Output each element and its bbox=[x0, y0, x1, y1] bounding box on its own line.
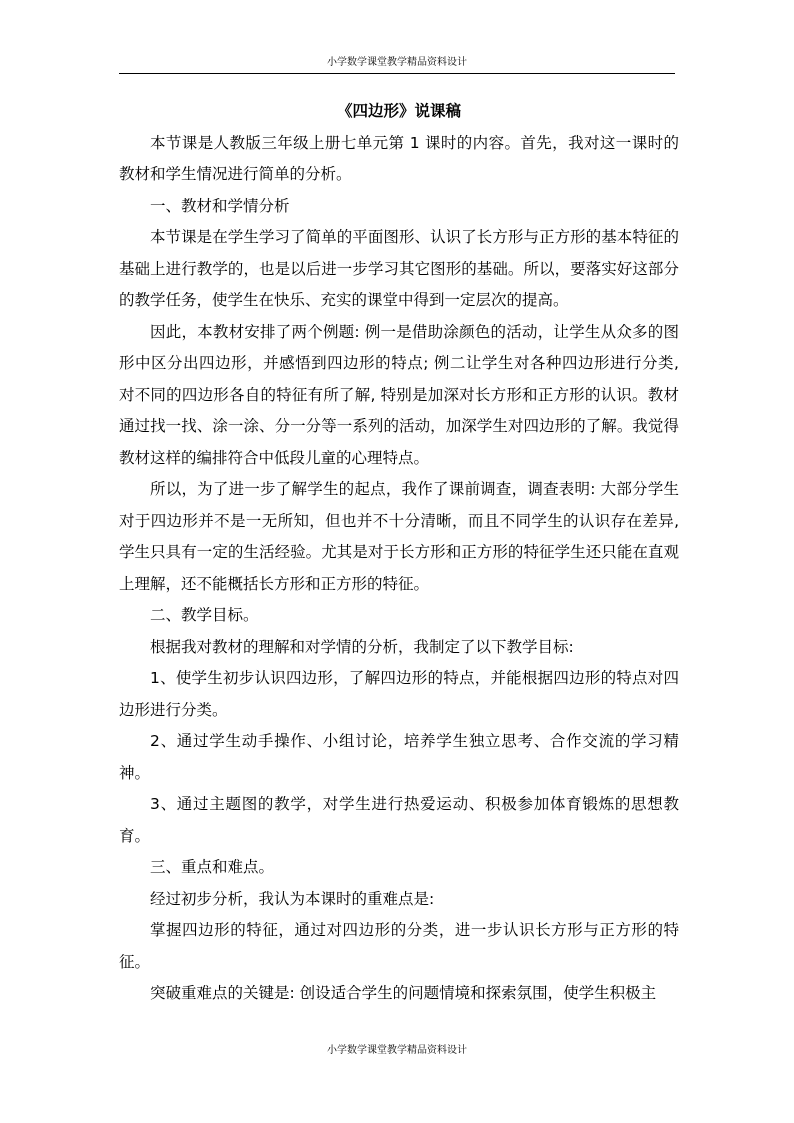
page-footer-text: 小学数学课堂教学精品资料设计 bbox=[327, 1045, 467, 1056]
paragraph-key-points: 掌握四边形的特征，通过对四边形的分类，进一步认识长方形与正方形的特征。 bbox=[119, 921, 679, 971]
goal-item-1: 1、使学生初步认识四边形，了解四边形的特点，并能根据四边形的特点对四边形进行分类。 bbox=[119, 669, 679, 719]
paragraph-survey: 所以，为了进一步了解学生的起点，我作了课前调查，调查表明: 大部分学生对于四边形并不是一无所知，但也并不十分清晰，而且不同学生的认识存在差异, 学生只具有一定的生活经验。尤其是对于长方形和正方形的特征学生还只能在直观上理解，还不能概括长方形和正方形的特征。 bbox=[119, 480, 679, 593]
paragraph-breakthrough: 突破重难点的关键是: 创设适合学生的问题情境和探索氛围，使学生积极主 bbox=[150, 984, 657, 1002]
document-body bbox=[119, 96, 679, 1010]
section-heading-key-points: 三、重点和难点。 bbox=[150, 858, 275, 876]
page-header-text: 小学数学课堂教学精品资料设计 bbox=[327, 57, 467, 68]
goal-item-2: 2、通过学生动手操作、小组讨论，培养学生独立思考、合作交流的学习精神。 bbox=[119, 732, 679, 782]
paragraph-goals-intro: 根据我对教材的理解和对学情的分析，我制定了以下教学目标: bbox=[150, 637, 574, 656]
goal-item-3: 3、通过主题图的教学，对学生进行热爱运动、积极参加体育锻炼的思想教育。 bbox=[119, 795, 679, 845]
document-title: 《四边形》说课稿 bbox=[336, 102, 461, 120]
header-divider bbox=[119, 73, 675, 74]
paragraph-examples: 因此，本教材安排了两个例题: 例一是借助涂颜色的活动，让学生从众多的图形中区分出四边形，并感悟到四边形的特点; 例二让学生对各种四边形进行分类, 对不同的四边形各自的特征有所了解, 特别是加深对长方形和正方形的认识。教材通过找一找、涂一涂、分一分等一系列的活动，加深学生对四边形的了解。我觉得教材这样的编排符合中低段儿童的心理特点。 bbox=[119, 322, 679, 467]
paragraph-analysis: 本节课是在学生学习了简单的平面图形、认识了长方形与正方形的基本特征的基础上进行教学的，也是以后进一步学习其它图形的基础。所以，要落实好这部分的教学任务，使学生在快乐、充实的课堂中得到一定层次的提高。 bbox=[119, 228, 679, 309]
section-heading-goals: 二、教学目标。 bbox=[150, 606, 259, 624]
paragraph-key-points-intro: 经过初步分析，我认为本课时的重难点是: bbox=[150, 889, 435, 908]
section-heading-analysis: 一、教材和学情分析 bbox=[150, 196, 290, 215]
paragraph-intro: 本节课是人教版三年级上册七单元第 1 课时的内容。首先，我对这一课时的教材和学生情况进行简单的分析。 bbox=[119, 133, 679, 183]
